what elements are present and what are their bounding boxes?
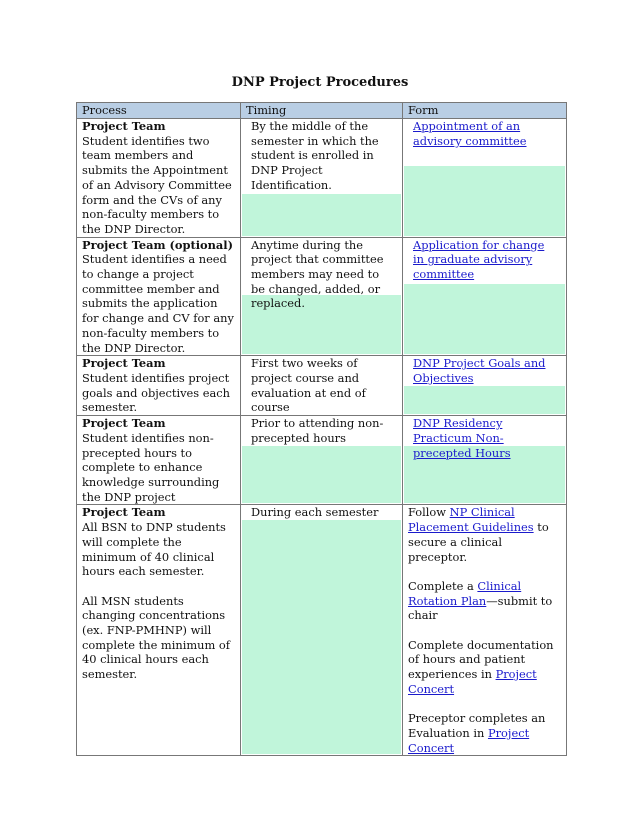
row-heading: Project Team [82, 416, 166, 431]
form-cell [403, 505, 567, 756]
form-cell [403, 356, 567, 416]
table-row [77, 119, 567, 238]
form-link[interactable]: DNP Project Goals and Objectives [413, 356, 546, 385]
timing-cell [241, 505, 403, 756]
timing-text: Prior to attending non-precepted hours [251, 416, 384, 445]
table-header-row [77, 103, 567, 119]
form-instruction: Complete a Clinical Rotation Plan—submit to chair [408, 578, 553, 623]
timing-cell [241, 416, 403, 505]
column-header-timing: Timing [241, 103, 403, 119]
row-heading: Project Team [82, 505, 166, 520]
form-instruction: Preceptor completes an Evaluation in Project Concert [408, 711, 546, 755]
process-cell [77, 416, 241, 505]
row-heading: Project Team [82, 356, 166, 371]
row-heading: Project Team (optional) [82, 237, 234, 252]
process-cell [77, 237, 241, 356]
table-row [77, 356, 567, 416]
form-link[interactable]: Application for change in graduate advisory committee [413, 237, 545, 282]
form-cell [403, 416, 567, 505]
timing-text: During each semester [251, 505, 379, 520]
form-instruction: Follow NP Clinical Placement Guidelines to secure a clinical preceptor. [408, 505, 549, 564]
table-row [77, 237, 567, 356]
timing-text: Anytime during the project that committee members may need to be changed, added, or replaced. [251, 237, 384, 311]
row-heading: Project Team [82, 119, 166, 133]
page-title: DNP Project Procedures [231, 75, 409, 90]
project-concert-link[interactable]: Project Concert [408, 667, 537, 696]
process-text: Student identifies non-precepted hours to complete to enhance knowledge surrounding the DNP project [82, 430, 220, 504]
process-text: Student identifies two team members and submits the Appointment of an Advisory Committee form and the CVs of any non-faculty members to the DNP Director. [82, 133, 232, 236]
process-cell [77, 356, 241, 416]
table-row [77, 505, 567, 756]
column-header-process: Process [77, 103, 241, 119]
project-concert-link[interactable]: Project Concert [408, 725, 530, 755]
process-text: Student identifies a need to change a project committee member and submits the application for change and CV for any non-faculty members to the DNP Director. [82, 252, 234, 355]
highlight-box [404, 284, 565, 355]
process-cell [77, 119, 241, 238]
form-instruction: Complete documentation of hours and patient experiences in Project Concert [408, 637, 554, 696]
highlight-box [242, 194, 401, 236]
timing-text: First two weeks of project course and evaluation at end of course [251, 356, 366, 415]
highlight-box [404, 166, 565, 236]
timing-cell [241, 237, 403, 356]
highlight-box [242, 520, 401, 754]
process-text: All MSN students changing concentrations (ex. FNP-PMHNP) will complete the minimum of 40 clinical hours each semester. [82, 593, 230, 682]
process-cell [77, 505, 241, 756]
procedures-table [76, 102, 567, 756]
table-row [77, 416, 567, 505]
form-cell [403, 119, 567, 238]
form-link[interactable]: DNP Residency Practicum Non-precepted Hours [413, 416, 511, 460]
timing-cell [241, 119, 403, 238]
np-clinical-placement-guidelines-link[interactable]: NP Clinical Placement Guidelines [408, 505, 534, 535]
process-text: Student identifies project goals and objectives each semester. [82, 370, 231, 415]
form-cell [403, 237, 567, 356]
column-header-form: Form [403, 103, 567, 119]
process-text: All BSN to DNP students will complete the minimum of 40 clinical hours each semester. [82, 520, 226, 579]
timing-cell [241, 356, 403, 416]
highlight-box [242, 446, 401, 503]
clinical-rotation-plan-link[interactable]: Clinical Rotation Plan [408, 578, 522, 608]
highlight-box [404, 386, 565, 414]
form-link[interactable]: Appointment of an advisory committee [413, 119, 527, 148]
timing-text: By the middle of the semester in which the student is enrolled in DNP Project Identification. [251, 119, 379, 192]
